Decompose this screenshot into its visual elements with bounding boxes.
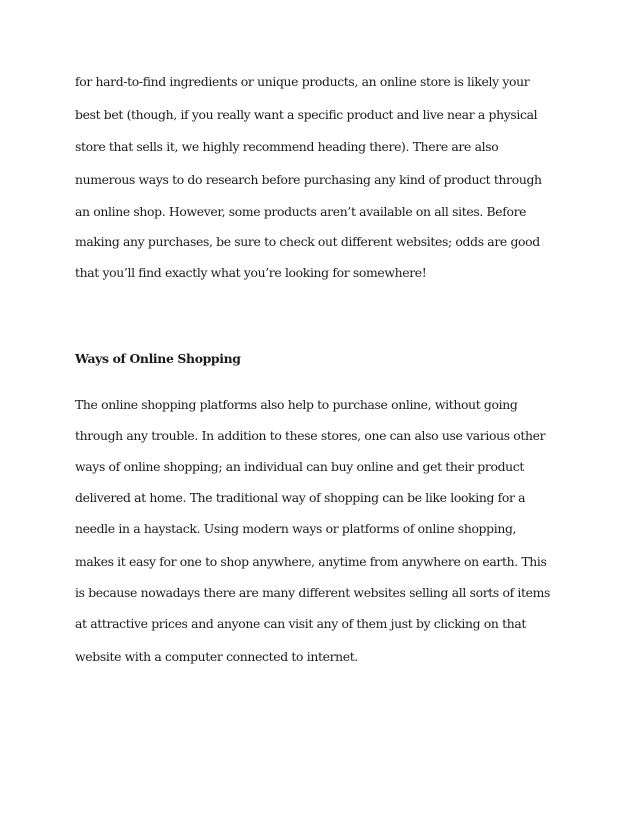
- paragraph-1-line: best bet (though, if you really want a specific product and live near a physical: [75, 107, 538, 122]
- paragraph-2-line: at attractive prices and anyone can visit any of them just by clicking on that: [75, 616, 527, 631]
- paragraph-1-line: for hard-to-find ingredients or unique products, an online store is likely your: [75, 74, 530, 89]
- paragraph-1-line: that you’ll find exactly what you’re looking for somewhere!: [75, 265, 427, 280]
- paragraph-1-line: store that sells it, we highly recommend heading there). There are also: [75, 139, 499, 154]
- paragraph-2-line: delivered at home. The traditional way of shopping can be like looking for a: [75, 490, 526, 505]
- section-heading: Ways of Online Shopping: [75, 351, 241, 366]
- paragraph-2-line: ways of online shopping; an individual can buy online and get their product: [75, 459, 524, 474]
- paragraph-2-line: needle in a haystack. Using modern ways or platforms of online shopping,: [75, 521, 517, 536]
- paragraph-2-line: The online shopping platforms also help to purchase online, without going: [75, 397, 518, 412]
- paragraph-1-line: numerous ways to do research before purchasing any kind of product through: [75, 172, 542, 187]
- paragraph-2-line: is because nowadays there are many different websites selling all sorts of items: [75, 585, 551, 600]
- paragraph-2-line: website with a computer connected to internet.: [75, 649, 358, 664]
- paragraph-1-line: an online shop. However, some products aren’t available on all sites. Before: [75, 204, 527, 219]
- paragraph-2-line: through any trouble. In addition to these stores, one can also use various other: [75, 428, 546, 443]
- paragraph-2-line: makes it easy for one to shop anywhere, anytime from anywhere on earth. This: [75, 554, 547, 569]
- paragraph-1-line: making any purchases, be sure to check out different websites; odds are good: [75, 234, 540, 249]
